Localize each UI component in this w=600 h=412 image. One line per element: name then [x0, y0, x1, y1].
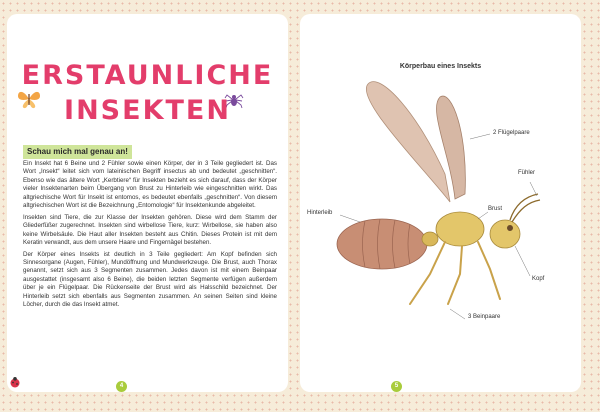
right-page — [300, 14, 581, 392]
page-title-line2: INSEKTEN — [64, 95, 231, 126]
diagram-title: Körperbau eines Insekts — [399, 63, 482, 70]
insect-illustration — [300, 14, 581, 392]
label-antennae: Fühler — [518, 170, 536, 176]
label-legs: 3 Beinpaare — [468, 314, 501, 320]
paragraph-3: Der Körper eines Insekts ist deutlich in 3 Teile gegliedert: Am Kopf befinden sich Sinnesorgane (Augen, Fühler), Mundöffnung und Mundwerkzeuge. Die Brust, auch Thorax genannt, setzt sich aus 3 Segmenten zusammen. Jedes davon ist mit einem Beinpaar ausgestattet (insgesamt also 6 Beine), die beiden letzten Segmente verfügen außerdem über je ein Flügelpaar. Die Rückenseite der Brust wird als Halsschild bezeichnet. Der Hinterleib setzt sich ebenfalls aus Segmenten zusammen. An seinen Seiten sind kleine Löcher, durch die das Insekt atmet. — [23, 250, 277, 309]
section-subtitle: Schau mich mal genau an! — [23, 145, 132, 159]
label-head: Kopf — [532, 276, 545, 282]
body-text — [23, 160, 277, 313]
page-number-left: 4 — [116, 381, 127, 392]
paragraph-1: Ein Insekt hat 6 Beine und 2 Fühler sowie einen Körper, der in 3 Teile gegliedert ist. Das Wort „Insekt“ leitet sich vom lateinischen Begriff insectus ab und bedeutet „geschnitten“. Ebenso wie das ältere Wort „Kerbtiere“ für Insekten bezieht es sich darauf, dass der Körper vieler Insektenarten beim Übergang von Brust zu Hinterleib wie eingeschnitten wirkt. Das altgriechische Wort für Insekt ist entomos, es bedeutet ebenfalls „geschnitten“. Von diesem altgriechischen Wort ist die Bezeichnung „Entomologie“ für Insektenkunde abgeleitet. — [23, 160, 277, 210]
label-abdomen: Hinterleib — [307, 210, 333, 216]
page-title-line1: ERSTAUNLICHE — [21, 60, 274, 91]
page-number-right: 5 — [391, 381, 402, 392]
ladybug-icon — [9, 376, 21, 388]
label-wings: 2 Flügelpaare — [493, 130, 530, 136]
paragraph-2: Insekten sind Tiere, die zur Klasse der Insekten gehören. Diese wird dem Stamm der Gliederfüßer zugerechnet. Insekten sind wirbellose Tiere, kurz: Wirbellose, sie haben also keine Wirbelsäule. Die Haut aller Insekten besteht aus Chitin. Dieses Protein ist mit dem Keratin verwandt, aus dem unsere Haare und Fingernägel bestehen. — [23, 213, 277, 247]
left-page — [7, 14, 288, 392]
label-thorax: Brust — [488, 206, 503, 212]
